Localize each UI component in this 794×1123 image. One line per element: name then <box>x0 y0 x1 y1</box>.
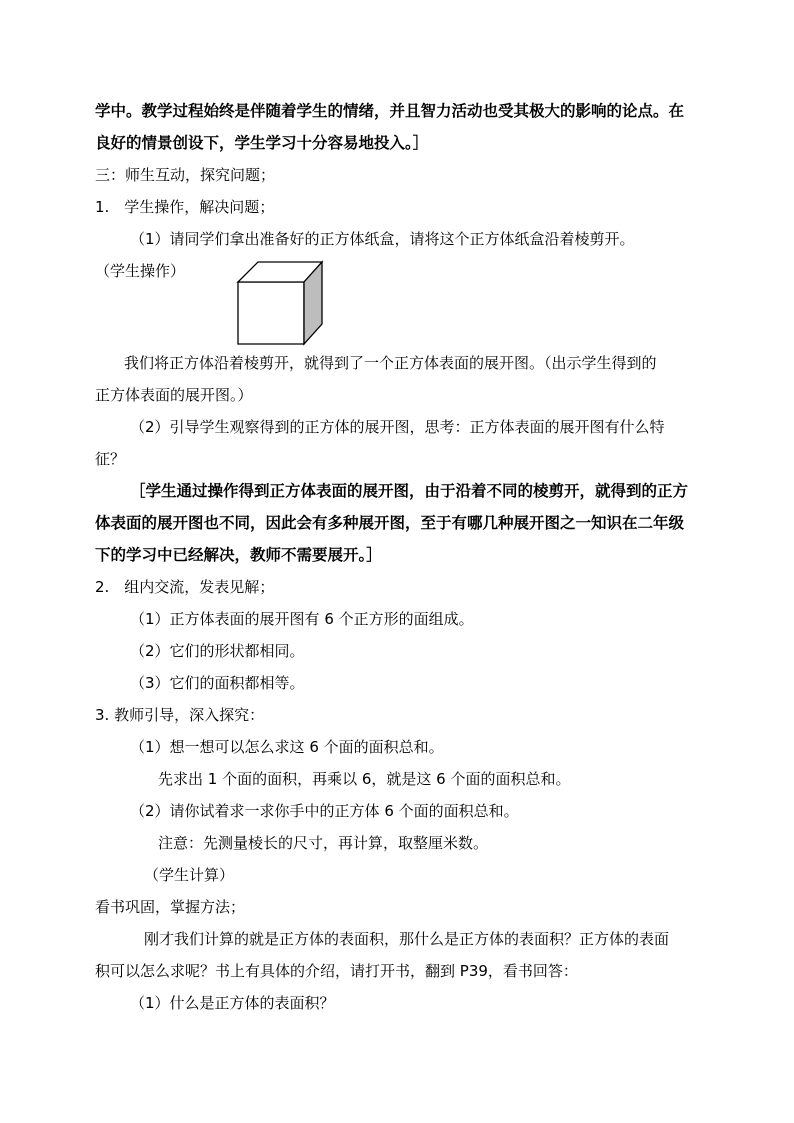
list-item: （2）请你试着求一求你手中的正方体 6 个面的面积总和。 <box>130 802 519 820</box>
list-item: （3）它们的面积都相等。 <box>130 674 305 692</box>
step-heading: 3. 教师引导，深入探究： <box>95 706 265 724</box>
cube-illustration <box>236 260 326 346</box>
list-item: （2）它们的形状都相同。 <box>130 642 305 660</box>
text-line: 下的学习中已经解决，教师不需要展开。］ <box>95 546 382 564</box>
text-line: 体表面的展开图也不同，因此会有多种展开图，至于有哪几种展开图之一知识在二年级 <box>95 514 685 532</box>
text-line: 注意：先测量棱长的尺寸，再计算，取整厘米数。 <box>158 834 489 852</box>
text-line: （2）引导学生观察得到的正方体的展开图，思考：正方体表面的展开图有什么特 <box>130 418 665 436</box>
section-heading: 看书巩固，掌握方法； <box>95 898 246 916</box>
text-line: 正方体表面的展开图。） <box>95 386 253 404</box>
text-line: 积可以怎么求呢？书上有具体的介绍，请打开书，翻到 P39，看书回答： <box>95 962 578 980</box>
step-heading: 2. 组内交流，发表见解； <box>95 578 275 596</box>
text-line: 我们将正方体沿着棱剪开，就得到了一个正方体表面的展开图。（出示学生得到的 <box>124 354 657 372</box>
text-line: （学生计算） <box>144 866 235 884</box>
text-line: 征？ <box>95 450 126 468</box>
list-item: （1）正方体表面的展开图有 6 个正方形的面组成。 <box>130 610 474 628</box>
text-line: ［学生通过操作得到正方体表面的展开图，由于沿着不同的棱剪开，就得到的正方 <box>130 482 689 500</box>
step-heading: 1. 学生操作，解决问题； <box>95 198 275 216</box>
list-item: （1）什么是正方体的表面积？ <box>130 994 335 1012</box>
text-line: 良好的情景创设下，学生学习十分容易地投入。］ <box>95 134 429 152</box>
text-line: （学生操作） <box>95 262 186 280</box>
text-line: 刚才我们计算的就是正方体的表面积，那什么是正方体的表面积？正方体的表面 <box>144 930 670 948</box>
text-line: （1）请同学们拿出准备好的正方体纸盒，请将这个正方体纸盒沿着棱剪开。 <box>130 230 635 248</box>
text-line: 学中。教学过程始终是伴随着学生的情绪，并且智力活动也受其极大的影响的论点。在 <box>95 102 685 120</box>
section-heading: 三：师生互动，探究问题； <box>95 166 276 184</box>
list-item: （1）想一想可以怎么求这 6 个面的面积总和。 <box>130 738 444 756</box>
text-line: 先求出 1 个面的面积，再乘以 6，就是这 6 个面的面积总和。 <box>158 770 571 788</box>
